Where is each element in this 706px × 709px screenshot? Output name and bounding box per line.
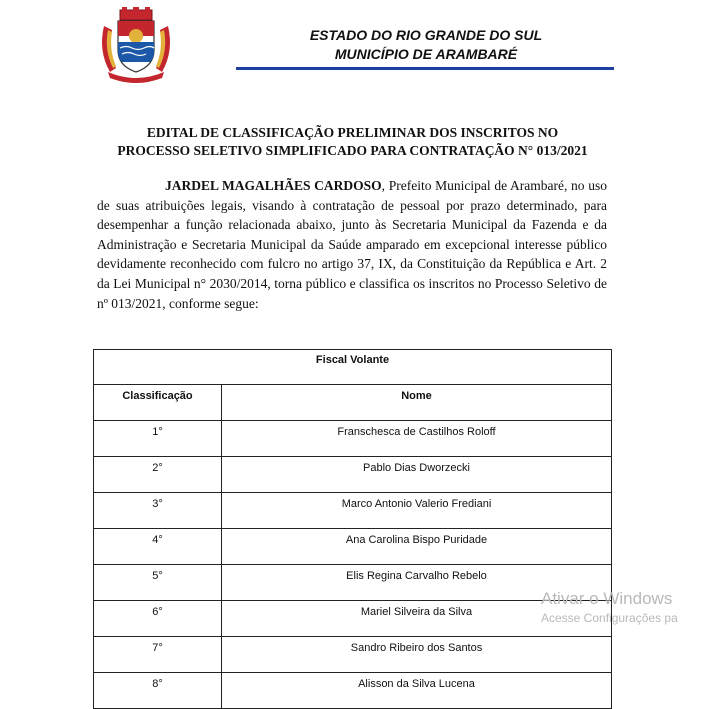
rank-cell: 3°: [94, 493, 222, 529]
watermark-subtitle: Acesse Configurações pa: [541, 611, 678, 625]
rank-cell: 6°: [94, 601, 222, 637]
rank-cell: 8°: [94, 673, 222, 709]
name-cell: Marco Antonio Valerio Frediani: [222, 493, 612, 529]
rank-cell: 1°: [94, 421, 222, 457]
rank-cell: 7°: [94, 637, 222, 673]
table-row: [94, 565, 612, 601]
table-row: [94, 601, 612, 637]
header-nome: Nome: [222, 385, 612, 421]
header-state: ESTADO DO RIO GRANDE DO SUL: [309, 27, 543, 43]
name-cell: Mariel Silveira da Silva: [222, 601, 612, 637]
table-row: [94, 421, 612, 457]
table-row: [94, 637, 612, 673]
body-paragraph: [97, 176, 607, 313]
table-row: [94, 673, 612, 709]
name-cell: Sandro Ribeiro dos Santos: [222, 637, 612, 673]
header-rule: [236, 67, 614, 70]
title-line-2: PROCESSO SELETIVO SIMPLIFICADO PARA CONTRATAÇÃO N° 013/2021: [117, 143, 588, 158]
rank-cell: 4°: [94, 529, 222, 565]
name-cell: Pablo Dias Dworzecki: [222, 457, 612, 493]
body-text: , Prefeito Municipal de Arambaré, no uso de suas atribuições legais, visando à contratação de pessoal por prazo determinado, para desempenhar a função relacionada abaixo, junto às Secretaria Municipal da Fazenda e da Administração e Secretaria Municipal da Saúde amparado em excepcional interesse público devidamente reconhecido com fulcro no artigo 37, IX, da Constituição da República e Art. 2 da Lei Municipal n° 2030/2014, torna público e classifica os inscritos no Processo Seletivo de nº 013/2021, conforme segue:: [97, 178, 607, 311]
table-row: [94, 457, 612, 493]
rank-cell: 2°: [94, 457, 222, 493]
header-municipality: MUNICÍPIO DE ARAMBARÉ: [334, 46, 518, 62]
name-cell: Ana Carolina Bispo Puridade: [222, 529, 612, 565]
table-row: [94, 493, 612, 529]
name-cell: Elis Regina Carvalho Rebelo: [222, 565, 612, 601]
rank-cell: 5°: [94, 565, 222, 601]
mayor-name: JARDEL MAGALHÃES CARDOSO: [165, 178, 382, 193]
watermark-title: Ativar o Windows: [541, 589, 673, 608]
document-header: [236, 26, 616, 64]
name-cell: Alisson da Silva Lucena: [222, 673, 612, 709]
name-cell: Franschesca de Castilhos Roloff: [222, 421, 612, 457]
table-row: [94, 529, 612, 565]
windows-activation-watermark: [541, 589, 678, 627]
header-classificacao: Classificação: [94, 385, 222, 421]
classification-table: [93, 349, 612, 709]
municipal-crest-icon: [96, 6, 176, 84]
table-caption: Fiscal Volante: [94, 350, 612, 385]
title-line-1: EDITAL DE CLASSIFICAÇÃO PRELIMINAR DOS INSCRITOS NO: [146, 125, 559, 140]
document-title: [80, 124, 625, 160]
